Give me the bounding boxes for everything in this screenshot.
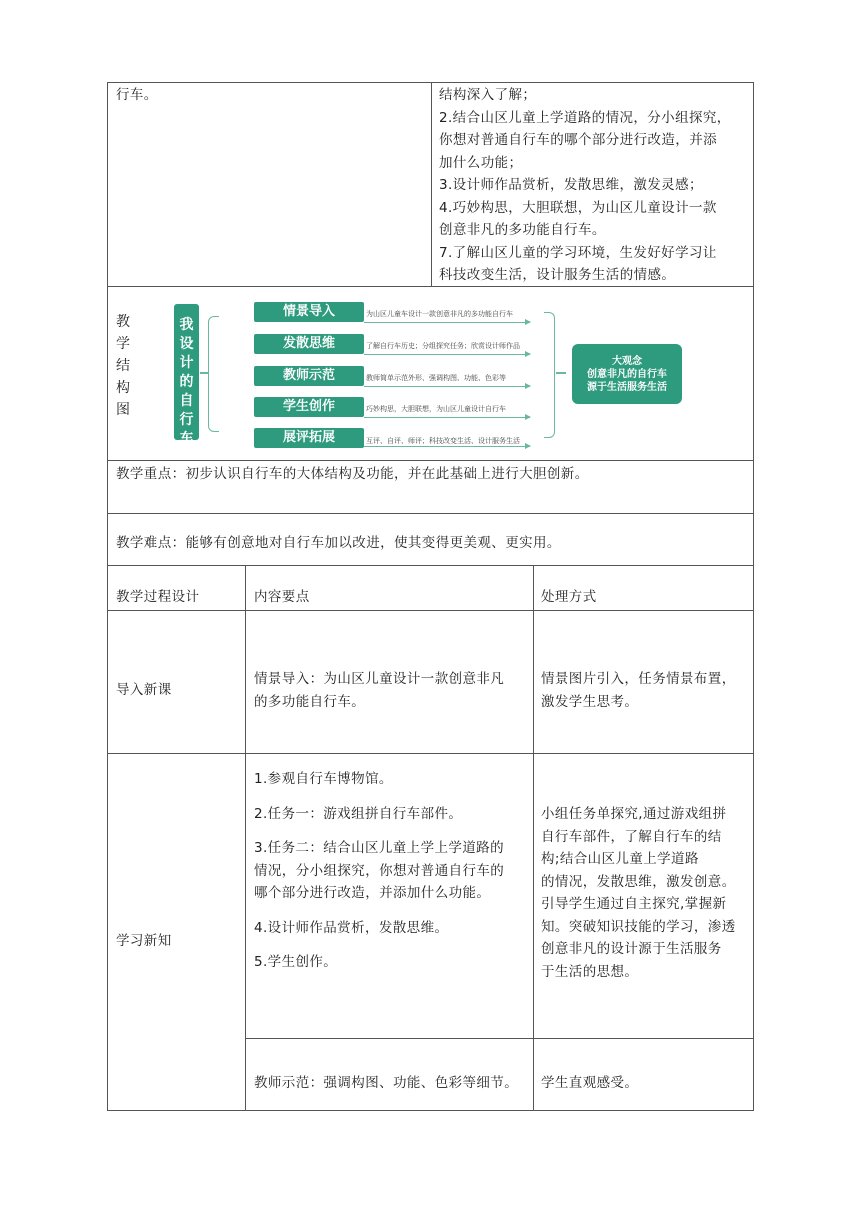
header-cell [116, 586, 199, 609]
main-title-char: 我 [179, 317, 194, 333]
row-divider [107, 565, 753, 566]
method-line: 创意非凡的设计源于生活服务 [541, 941, 722, 957]
method-cell [541, 668, 736, 713]
right-brace [544, 312, 555, 438]
stage-text: 学习新知 [116, 933, 172, 949]
method-line: 小组任务单探究,通过游戏组拼 [541, 806, 727, 822]
content-cell [254, 668, 504, 713]
content-cell [254, 1072, 518, 1095]
structure-label-char: 构 [116, 380, 130, 396]
content-line: 哪个部分进行改造，并添加什么功能。 [254, 885, 491, 901]
top-right-cell [439, 84, 731, 287]
step-arrow [364, 446, 530, 447]
row-divider [107, 753, 753, 754]
content-item [254, 768, 504, 791]
method-cell [541, 1072, 638, 1095]
method-line: 知。突破知识技能的学习，渗透 [541, 918, 736, 935]
header-cell [541, 586, 597, 609]
content-line: 1.参观自行车博物馆。 [254, 771, 393, 787]
step-description: 巧妙构思，大胆联想，为山区儿童设计自行车 [366, 405, 506, 413]
brace-tip [200, 372, 208, 374]
difficulty-text: 教学难点：能够有创意地对自行车加以改进，使其变得更美观、更实用。 [116, 535, 561, 551]
objective-line: 2.结合山区儿童上学道路的情况，分小组探究， [439, 109, 731, 126]
step-box: 发散思维 [254, 334, 364, 354]
table-border-left [107, 82, 108, 1111]
step-arrow [364, 322, 530, 323]
content-line: 的多功能自行车。 [254, 693, 366, 710]
big-idea-line: 大观念 [612, 355, 642, 367]
objective-line: 7.了解山区儿童的学习环境，生发好好学习让 [439, 244, 717, 261]
method-line: 于生活的思想。 [541, 963, 639, 980]
method-line: 学生直观感受。 [541, 1075, 639, 1091]
objective-line: 科技改变生活，设计服务生活的情感。 [439, 267, 676, 283]
header-cell [254, 586, 310, 609]
structure-diagram [170, 294, 690, 448]
big-idea-line: 源于生活服务生活 [587, 381, 667, 393]
content-item [254, 917, 504, 940]
stage-cell [116, 679, 172, 702]
content-item [254, 803, 504, 826]
main-title-char: 行 [179, 412, 194, 428]
difficulty-cell [116, 532, 561, 555]
stage-cell [116, 930, 172, 953]
brace-tip [556, 372, 566, 374]
structure-label-char: 教 [116, 314, 130, 330]
step-arrow [364, 386, 530, 387]
main-title-char: 设 [179, 336, 194, 352]
header-stage: 教学过程设计 [116, 589, 200, 605]
big-idea-box [572, 344, 682, 404]
step-box: 情景导入 [254, 302, 364, 322]
objective-line: 加什么功能； [439, 154, 523, 171]
left-brace [208, 316, 219, 432]
main-title-char: 的 [179, 374, 194, 390]
table-border-top [107, 82, 753, 83]
row-divider [245, 1038, 753, 1039]
column-divider [245, 565, 246, 1111]
row-divider [107, 460, 753, 461]
structure-label-char: 结 [116, 358, 130, 374]
header-content: 内容要点 [254, 589, 310, 605]
table-border-bottom [107, 1110, 753, 1111]
content-line: 3.任务二：结合山区儿童上学上学道路的 [254, 840, 504, 856]
content-line: 情况，分小组探究，你想对普通自行车的 [254, 862, 505, 879]
main-title-char: 车 [179, 431, 194, 447]
objective-line: 你想对普通自行车的哪个部分进行改造，并添 [439, 132, 717, 148]
table-border-right [753, 82, 754, 1111]
step-arrow [364, 354, 530, 355]
row-divider [107, 513, 753, 514]
step-description: 了解自行车历史；分组探究任务；欣赏设计师作品 [366, 342, 520, 350]
content-line: 教师示范：强调构图、功能、色彩等细节。 [254, 1075, 519, 1091]
step-box: 教师示范 [254, 366, 364, 386]
header-method: 处理方式 [541, 589, 597, 605]
step-description: 为山区儿童车设计一款创意非凡的多功能自行车 [366, 310, 513, 318]
content-item [254, 951, 504, 974]
top-left-cell [116, 84, 158, 107]
method-line: 情景图片引入，任务情景布置， [541, 671, 736, 687]
method-line: 引导学生通过自主探究,掌握新 [541, 896, 727, 912]
objective-line: 4.巧妙构思，大胆联想，为山区儿童设计一款 [439, 199, 717, 216]
objective-line: 3.设计师作品赏析，发散思维，激发灵感； [439, 177, 703, 193]
structure-label-char: 学 [116, 336, 130, 352]
step-description: 教师简单示范外形、强调构图、功能、色彩等 [366, 374, 506, 382]
big-idea-line: 创意非凡的自行车 [587, 368, 667, 380]
content-line: 4.设计师作品赏析，发散思维。 [254, 919, 449, 936]
content-line: 情景导入：为山区儿童设计一款创意非凡 [254, 671, 505, 687]
step-description: 互评、自评、师评；科技改变生活、设计服务生活 [366, 437, 520, 445]
column-divider [533, 565, 534, 1111]
content-line: 5.学生创作。 [254, 954, 338, 970]
method-cell [541, 803, 736, 983]
objective-line: 创意非凡的多功能自行车。 [439, 222, 606, 238]
step-box: 学生创作 [254, 397, 364, 417]
main-title-char: 自 [179, 393, 194, 409]
method-line: 激发学生思考。 [541, 693, 639, 710]
stage-text: 导入新课 [116, 682, 172, 698]
main-title-box [174, 304, 199, 447]
method-line: 自行车部件，了解自行车的结 [541, 828, 722, 845]
objective-line: 结构深入了解； [439, 87, 537, 103]
content-cell [254, 768, 504, 986]
row-divider [107, 610, 753, 611]
content-item [254, 837, 504, 905]
content-line: 2.任务一：游戏组拼自行车部件。 [254, 805, 463, 822]
main-title-char: 计 [179, 355, 194, 371]
method-line: 构;结合山区儿童上学道路 [541, 851, 699, 867]
method-line: 的情况，发散思维，激发创意。 [541, 873, 736, 890]
step-box: 展评拓展 [254, 428, 364, 448]
key-point-cell [116, 463, 589, 486]
cell-text: 行车。 [116, 87, 158, 103]
structure-label-char: 图 [116, 402, 130, 418]
key-point-text: 教学重点：初步认识自行车的大体结构及功能，并在此基础上进行大胆创新。 [116, 466, 589, 482]
step-arrow [364, 417, 530, 418]
column-divider [431, 82, 432, 286]
